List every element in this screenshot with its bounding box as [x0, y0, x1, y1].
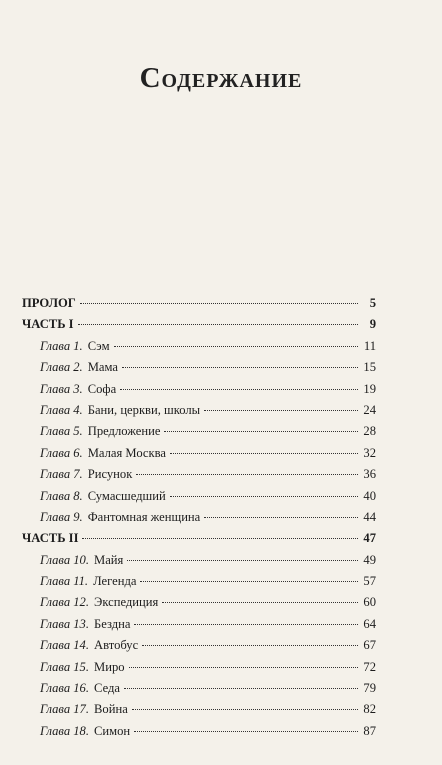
chapter-prefix: Глава 7.	[40, 467, 83, 482]
chapter-page: 11	[363, 338, 376, 353]
toc-chapter	[22, 681, 376, 702]
dot-leader	[114, 346, 358, 347]
chapter-title: Сумасшедший	[87, 488, 166, 503]
chapter-title: Война	[94, 702, 128, 717]
toc-page-number: 47	[363, 531, 376, 546]
dot-leader	[124, 688, 358, 689]
chapter-page: 15	[363, 360, 376, 375]
dot-leader	[140, 581, 358, 582]
dot-leader	[132, 709, 358, 710]
chapter-title: Мама	[87, 360, 118, 375]
toc-chapter	[22, 489, 376, 510]
toc-part-label: ЧАСТЬ II	[22, 531, 79, 546]
chapter-title: Бани, церкви, школы	[87, 402, 201, 417]
chapter-page: 87	[363, 723, 376, 738]
toc-chapter	[22, 360, 376, 381]
chapter-page: 82	[363, 702, 376, 717]
toc-chapter	[22, 574, 376, 595]
chapter-prefix: Глава 17.	[40, 702, 90, 717]
chapter-title: Экспедиция	[94, 595, 159, 610]
chapter-title: Майя	[94, 552, 124, 567]
dot-leader	[120, 389, 358, 390]
toc-chapter	[22, 339, 376, 360]
toc-chapter	[22, 424, 376, 445]
chapter-prefix: Глава 12.	[40, 595, 90, 610]
chapter-page: 32	[363, 445, 376, 460]
chapter-prefix: Глава 9.	[40, 509, 83, 524]
dot-leader	[127, 560, 358, 561]
toc-part-2	[22, 531, 376, 552]
toc-chapter	[22, 702, 376, 723]
dot-leader	[204, 410, 358, 411]
chapter-page: 72	[363, 659, 376, 674]
chapter-prefix: Глава 10.	[40, 552, 90, 567]
toc-part-label: ПРОЛОГ	[22, 296, 76, 310]
dot-leader	[170, 453, 358, 454]
dot-leader	[134, 624, 358, 625]
page-title: Содержание	[139, 62, 303, 94]
chapter-title: Миро	[94, 659, 125, 674]
toc-chapter	[22, 382, 376, 403]
dot-leader	[170, 496, 358, 497]
toc-chapter	[22, 553, 376, 574]
toc-chapter	[22, 724, 376, 745]
chapter-title: Предложение	[87, 424, 161, 439]
dot-leader	[122, 367, 358, 368]
chapter-prefix: Глава 18.	[40, 723, 90, 738]
dot-leader	[80, 303, 358, 304]
chapter-prefix: Глава 5.	[40, 424, 83, 439]
chapter-page: 28	[363, 424, 376, 439]
toc-chapter	[22, 638, 376, 659]
chapter-page: 67	[363, 638, 376, 653]
chapter-prefix: Глава 1.	[40, 338, 83, 353]
table-of-contents	[22, 296, 376, 745]
chapter-prefix: Глава 14.	[40, 638, 90, 653]
chapter-prefix: Глава 2.	[40, 360, 83, 375]
dot-leader	[142, 645, 358, 646]
chapter-title: Софа	[87, 381, 117, 396]
chapter-title: Фантомная женщина	[87, 509, 201, 524]
toc-page-number: 5	[369, 296, 376, 310]
chapter-page: 49	[363, 552, 376, 567]
toc-chapter	[22, 446, 376, 467]
dot-leader	[204, 517, 358, 518]
chapter-page: 24	[363, 402, 376, 417]
chapter-title: Седа	[94, 681, 120, 696]
toc-chapter	[22, 403, 376, 424]
chapter-prefix: Глава 15.	[40, 659, 90, 674]
toc-chapter	[22, 660, 376, 681]
chapter-page: 44	[363, 509, 376, 524]
chapter-page: 36	[363, 467, 376, 482]
chapter-page: 60	[363, 595, 376, 610]
chapter-title: Малая Москва	[87, 445, 167, 460]
chapter-page: 40	[363, 488, 376, 503]
chapter-page: 79	[363, 681, 376, 696]
toc-part-prologue	[22, 296, 376, 317]
chapter-title: Рисунок	[87, 467, 133, 482]
chapter-prefix: Глава 8.	[40, 488, 83, 503]
chapter-prefix: Глава 13.	[40, 616, 90, 631]
dot-leader	[134, 731, 358, 732]
toc-part-label: ЧАСТЬ I	[22, 317, 74, 332]
dot-leader	[82, 538, 358, 539]
toc-chapter	[22, 467, 376, 488]
chapter-prefix: Глава 16.	[40, 681, 90, 696]
toc-part-1	[22, 317, 376, 338]
chapter-prefix: Глава 3.	[40, 381, 83, 396]
chapter-prefix: Глава 6.	[40, 445, 83, 460]
chapter-title: Легенда	[93, 574, 137, 589]
dot-leader	[136, 474, 358, 475]
chapter-title: Симон	[94, 723, 131, 738]
dot-leader	[129, 667, 358, 668]
dot-leader	[162, 602, 358, 603]
toc-chapter	[22, 617, 376, 638]
toc-page-number: 9	[369, 317, 376, 332]
chapter-page: 19	[363, 381, 376, 396]
dot-leader	[78, 324, 358, 325]
chapter-prefix: Глава 4.	[40, 402, 83, 417]
toc-chapter	[22, 595, 376, 616]
chapter-page: 64	[363, 616, 376, 631]
dot-leader	[164, 431, 358, 432]
chapter-prefix: Глава 11.	[40, 574, 89, 589]
chapter-title: Бездна	[94, 616, 131, 631]
chapter-title: Автобус	[94, 638, 139, 653]
toc-chapter	[22, 510, 376, 531]
chapter-title: Сэм	[87, 338, 110, 353]
chapter-page: 57	[363, 574, 376, 589]
